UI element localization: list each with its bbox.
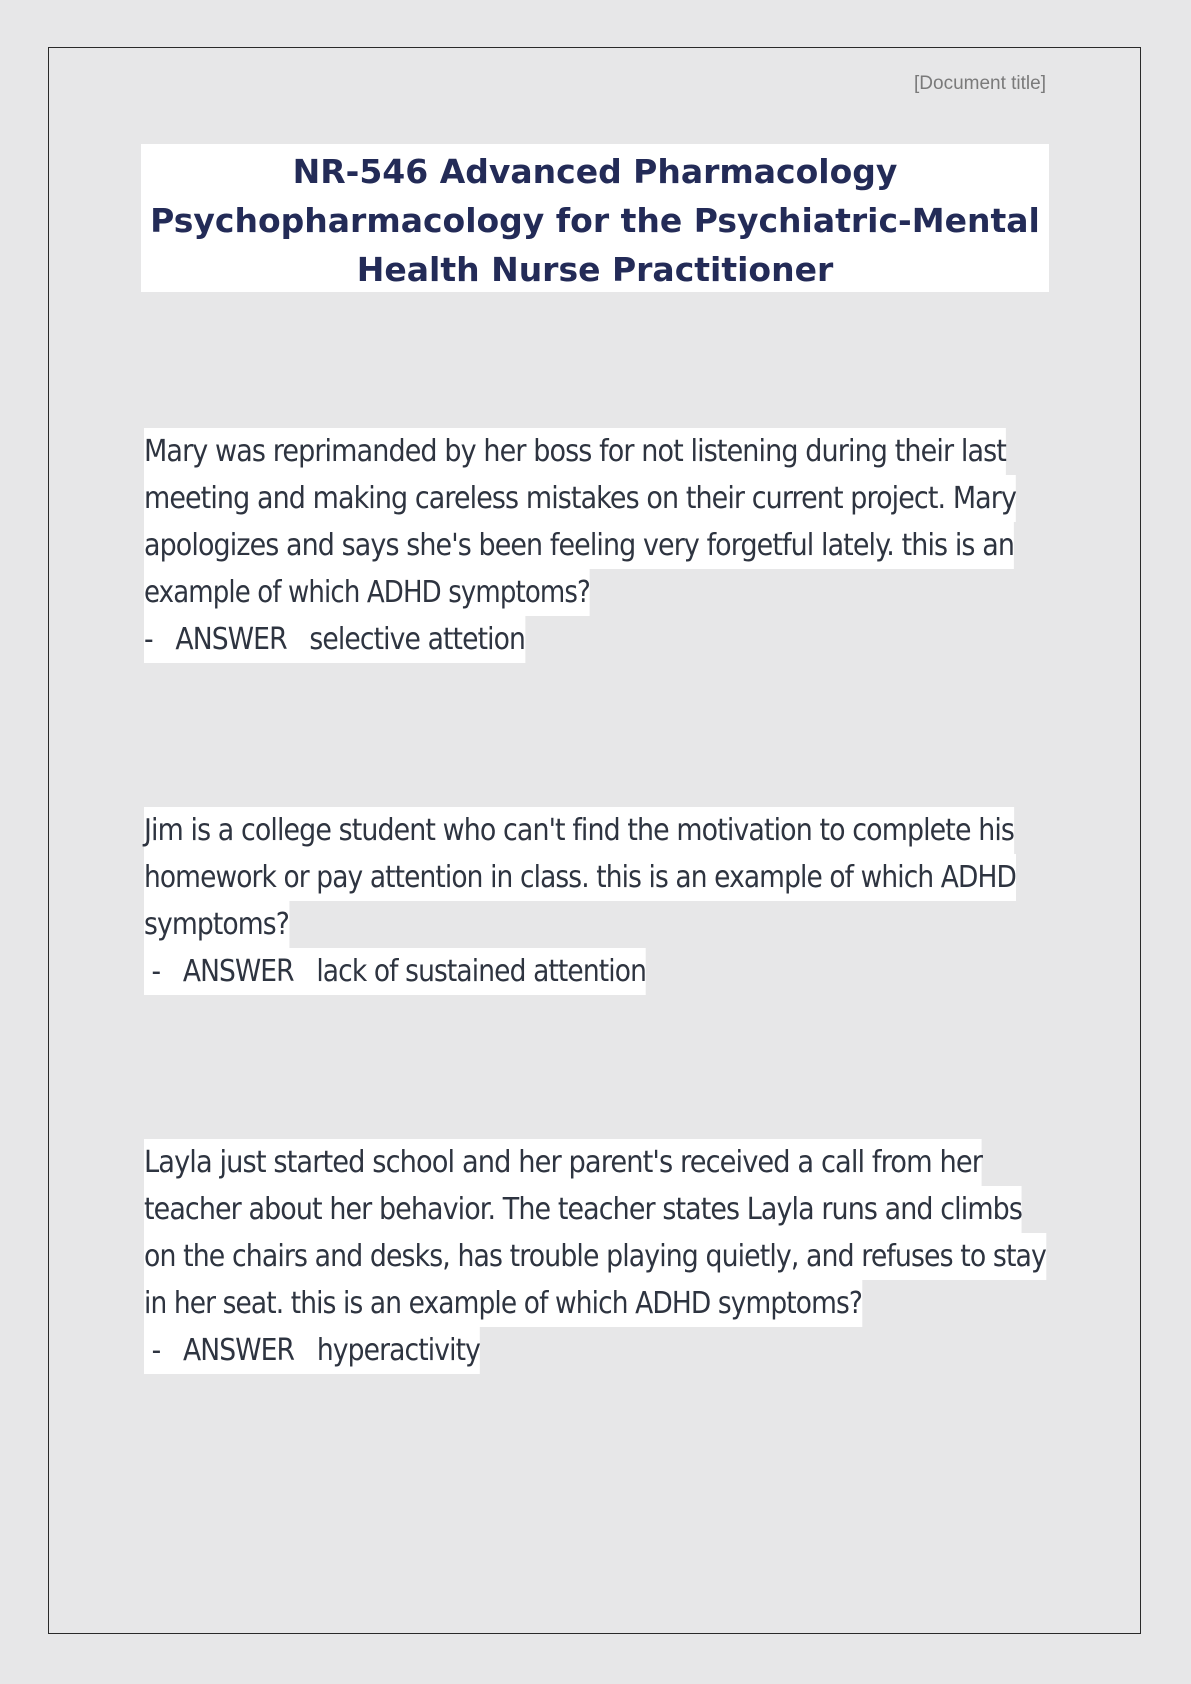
title-line-3: Health Nurse Practitioner: [356, 250, 834, 289]
answer-label: ANSWER: [182, 1333, 295, 1368]
answer-2: [144, 948, 646, 995]
question-2-line-3: symptoms?: [144, 901, 289, 948]
question-block-1: [144, 428, 1115, 663]
document-title-placeholder: [Document title]: [914, 73, 1046, 94]
question-3-line-4: in her seat. this is an example of which ADHD symptoms?: [144, 1280, 862, 1327]
question-2-line-1: Jim is a college student who can't find the motivation to complete his: [144, 807, 1014, 854]
question-1-line-4: example of which ADHD symptoms?: [144, 569, 590, 616]
answer-text: hyperactivity: [316, 1333, 480, 1368]
question-1-line-1: Mary was reprimanded by her boss for not listening during their last: [144, 428, 1006, 475]
question-3-line-2: teacher about her behavior. The teacher states Layla runs and climbs: [144, 1186, 1022, 1233]
answer-text: lack of sustained attention: [316, 954, 646, 989]
question-block-3: [144, 1139, 1156, 1374]
answer-label: ANSWER: [175, 622, 287, 657]
answer-3: [144, 1327, 480, 1374]
answer-dash: -: [151, 1333, 161, 1368]
answer-dash: -: [151, 954, 161, 989]
question-3-line-3: on the chairs and desks, has trouble playing quietly, and refuses to stay: [144, 1233, 1046, 1280]
page-title: [141, 144, 1049, 292]
answer-1: [144, 616, 525, 663]
question-block-2: [144, 807, 1133, 995]
answer-text: selective attetion: [309, 622, 525, 657]
question-1-line-2: meeting and making careless mistakes on their current project. Mary: [144, 475, 1016, 522]
question-1-line-3: apologizes and says she's been feeling very forgetful lately. this is an: [144, 522, 1014, 569]
answer-label: ANSWER: [182, 954, 294, 989]
question-2-line-2: homework or pay attention in class. this is an example of which ADHD: [144, 854, 1016, 901]
answer-dash: -: [144, 622, 153, 657]
title-line-1: NR-546 Advanced Pharmacology: [292, 152, 898, 191]
title-line-2: Psychopharmacology for the Psychiatric-Mental: [150, 201, 1040, 240]
question-3-line-1: Layla just started school and her parent's received a call from her: [144, 1139, 982, 1186]
